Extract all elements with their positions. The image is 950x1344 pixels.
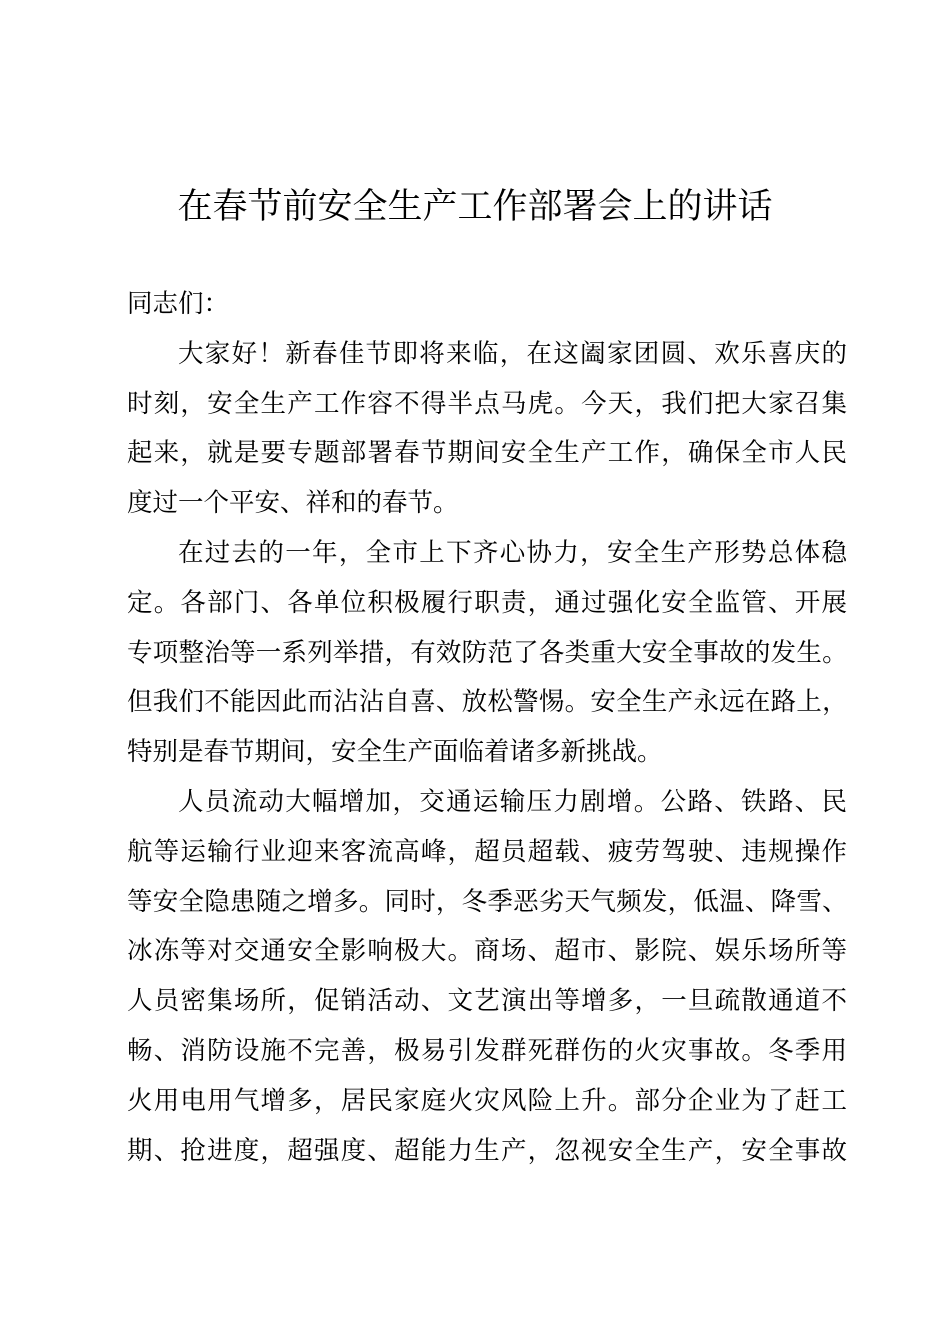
paragraph-1-line-4: 度过一个平安、祥和的春节。 [127, 488, 459, 519]
paragraph-3-line-6: 畅、消防设施不完善，极易引发群死群伤的火灾事故。冬季用 [127, 1035, 847, 1066]
paragraph-2-line-4: 但我们不能因此而沾沾自喜、放松警惕。安全生产永远在路上， [127, 687, 847, 718]
document-title: 在春节前安全生产工作部署会上的讲话 [177, 187, 773, 227]
paragraph-2-line-2: 定。各部门、各单位积极履行职责，通过强化安全监管、开展 [127, 587, 847, 618]
document-body [127, 280, 847, 1176]
salutation: 同志们： [127, 289, 230, 319]
paragraph-3-line-4: 冰冻等对交通安全影响极大。商场、超市、影院、娱乐场所等 [127, 936, 847, 967]
paragraph-2-line-3: 专项整治等一系列举措，有效防范了各类重大安全事故的发生。 [127, 637, 847, 668]
paragraph-2-line-5: 特别是春节期间，安全生产面临着诸多新挑战。 [127, 737, 663, 768]
paragraph-3-line-2: 航等运输行业迎来客流高峰，超员超载、疲劳驾驶、违规操作 [127, 836, 847, 867]
paragraph-3-line-5: 人员密集场所，促销活动、文艺演出等增多，一旦疏散通道不 [127, 986, 847, 1017]
paragraph-1-line-3: 起来，就是要专题部署春节期间安全生产工作，确保全市人民 [127, 438, 847, 469]
paragraph-1-line-1: 大家好！新春佳节即将来临，在这阖家团圆、欢乐喜庆的 [178, 338, 847, 369]
paragraph-1-line-2: 时刻，安全生产工作容不得半点马虎。今天，我们把大家召集 [127, 388, 847, 419]
paragraph-3-line-3: 等安全隐患随之增多。同时，冬季恶劣天气频发，低温、降雪、 [127, 886, 847, 917]
paragraph-3-line-8: 期、抢进度，超强度、超能力生产，忽视安全生产，安全事故 [127, 1135, 847, 1166]
paragraph-2-line-1: 在过去的一年，全市上下齐心协力，安全生产形势总体稳 [178, 537, 847, 568]
paragraph-3-line-7: 火用电用气增多，居民家庭火灾风险上升。部分企业为了赶工 [127, 1085, 847, 1116]
paragraph-3-line-1: 人员流动大幅增加，交通运输压力剧增。公路、铁路、民 [178, 786, 847, 817]
